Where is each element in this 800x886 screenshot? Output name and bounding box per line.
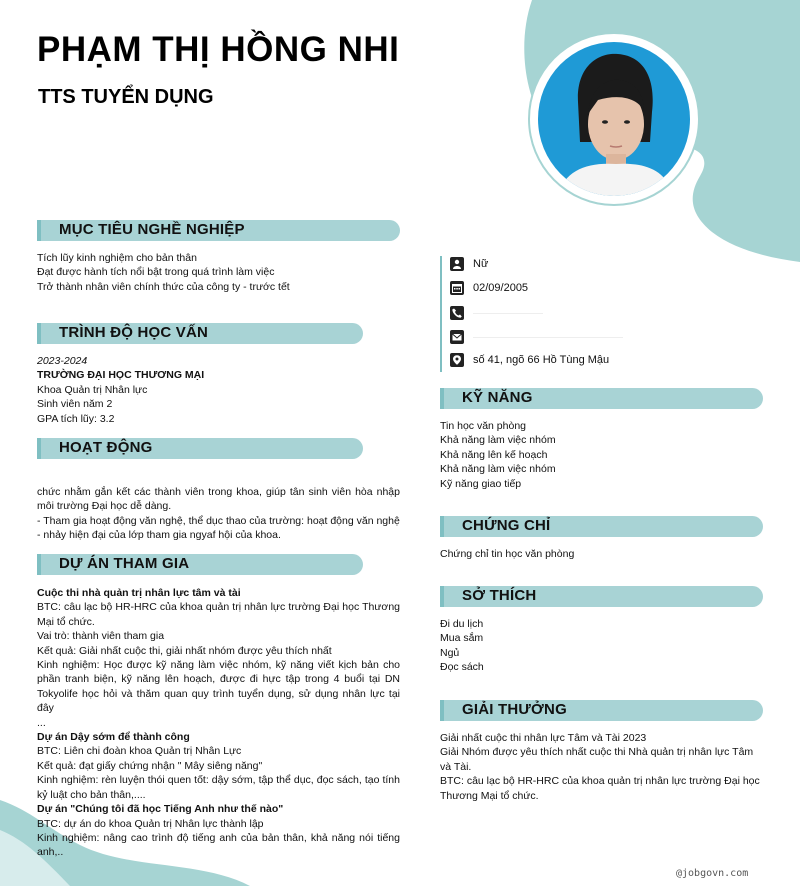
- award-item: Giải Nhóm được yêu thích nhất cuộc thi Nhà quản trị nhân lực Tâm và Tài.: [440, 746, 754, 773]
- skill-item: Khả năng làm việc nhóm: [440, 434, 556, 447]
- watermark: @jobgovn.com: [676, 868, 749, 879]
- objective-item: Đạt được hành tích nổi bật trong quá trình làm việc: [37, 266, 275, 279]
- activity-item: - nhảy hiện đại của lớp tham gia ngyaf hội của khoa.: [37, 529, 281, 542]
- project-result: Kết quả: Giải nhất cuộc thi, giải nhất nhóm được yêu thích nhất: [37, 644, 332, 657]
- project-ellipsis: ...: [37, 716, 46, 729]
- project-organizer: BTC: câu lạc bộ HR-HRC của khoa quản trị nhân lực trường Đại học Thương Mại tổ chức.: [37, 601, 400, 628]
- education-years: 2023-2024: [37, 355, 88, 367]
- education-gpa: GPA tích lũy: 3.2: [37, 412, 115, 425]
- section-header-objective: MỤC TIÊU NGHỀ NGHIỆP: [37, 220, 400, 241]
- project-role: Vai trò: thành viên tham gia: [37, 630, 165, 643]
- skill-item: Tin học văn phòng: [440, 420, 527, 432]
- skill-item: Khả năng làm việc nhóm: [440, 463, 556, 476]
- hobby-item: Ngủ: [440, 646, 460, 659]
- candidate-name: PHẠM THỊ HỒNG NHI: [37, 30, 400, 69]
- activity-item: chức nhằm gắn kết các thành viên trong khoa, giúp tân sinh viên hòa nhập môi trường Đại học dễ dàng.: [37, 486, 400, 513]
- project-experience: Kinh nghiệm: nâng cao trình độ tiếng anh của bản thân, khả năng nói tiếng anh,..: [37, 831, 400, 859]
- education-block: [37, 354, 204, 426]
- project-title: Dự án "Chúng tôi đã học Tiếng Anh như thế nào": [37, 803, 284, 816]
- education-level: Sinh viên năm 2: [37, 398, 113, 411]
- section-header-skills: KỸ NĂNG: [440, 388, 763, 409]
- section-header-activities: HOẠT ĐỘNG: [37, 438, 363, 459]
- objective-item: Tích lũy kinh nghiệm cho bản thân: [37, 252, 197, 264]
- hobby-item: Mua sắm: [440, 632, 484, 645]
- candidate-role: TTS TUYỂN DỤNG: [38, 86, 214, 108]
- certificates-list: [440, 547, 574, 561]
- project-organizer: BTC: dự án do khoa Quản trị Nhân lực thành lập: [37, 817, 264, 830]
- hobby-item: Đọc sách: [440, 661, 484, 674]
- activities-block: [37, 485, 400, 543]
- award-item: BTC: câu lạc bộ HR-HRC của khoa quản trị nhân lực trường Đại học Thương Mại tổ chức.: [440, 775, 760, 802]
- project-title: Dự án Dậy sớm để thành công: [37, 731, 190, 744]
- project-experience: Kinh nghiệm: rèn luyện thói quen tốt: dậy sớm, tập thể dục, đọc sách, tạo tính kỷ luật cho bản thân,....: [37, 774, 400, 801]
- certificate-item: Chứng chỉ tin học văn phòng: [440, 548, 575, 560]
- objective-item: Trở thành nhân viên chính thức của công ty - trước tết: [37, 280, 290, 293]
- section-header-projects: DỰ ÁN THAM GIA: [37, 554, 363, 575]
- award-item: Giải nhất cuộc thi nhân lực Tâm và Tài 2023: [440, 732, 647, 744]
- person-icon: [450, 257, 464, 271]
- location-pin-icon: [450, 353, 464, 367]
- activity-item: - Tham gia hoạt động văn nghệ, thể dục thao của trường: hoạt động văn nghệ: [37, 514, 400, 527]
- skill-item: Kỹ năng giao tiếp: [440, 477, 522, 490]
- objective-list: [37, 251, 290, 294]
- phone-icon: [450, 306, 464, 320]
- project-experience: Kinh nghiệm: Học được kỹ năng làm việc nhóm, kỹ năng viết kịch bản cho phần tranh biện, kỹ năng lên hoạch, được đi hực tập trong 4 buổi tại DN Tokyolife học hỏi và thăm quan quy trình tuyển dụng, sử dụng nhân lực tại đây: [37, 659, 400, 715]
- calendar-icon: [450, 281, 464, 295]
- project-result: Kết quả: đạt giấy chứng nhận " Mây siêng năng": [37, 759, 263, 772]
- project-title: Cuộc thi nhà quản trị nhân lực tâm và tài: [37, 587, 241, 599]
- education-school: TRƯỜNG ĐẠI HỌC THƯƠNG MẠI: [37, 369, 205, 382]
- section-header-hobbies: SỞ THÍCH: [440, 586, 763, 607]
- mail-icon: [450, 330, 464, 344]
- awards-list: [440, 731, 763, 803]
- section-header-education: TRÌNH ĐỘ HỌC VẤN: [37, 323, 363, 344]
- hobby-item: Đi du lịch: [440, 618, 484, 630]
- profile-photo: [538, 42, 690, 196]
- project-organizer: BTC: Liên chi đoàn khoa Quản trị Nhân Lực: [37, 745, 242, 758]
- contact-divider: [440, 256, 442, 372]
- skills-list: [440, 419, 556, 491]
- section-header-certificates: CHỨNG CHỈ: [440, 516, 763, 537]
- projects-block: [37, 586, 400, 860]
- skill-item: Khả năng lên kế hoạch: [440, 448, 548, 461]
- hobbies-list: [440, 617, 484, 675]
- education-faculty: Khoa Quản trị Nhân lực: [37, 383, 148, 396]
- section-header-awards: GIẢI THƯỞNG: [440, 700, 763, 721]
- profile-photo-frame: [528, 32, 700, 206]
